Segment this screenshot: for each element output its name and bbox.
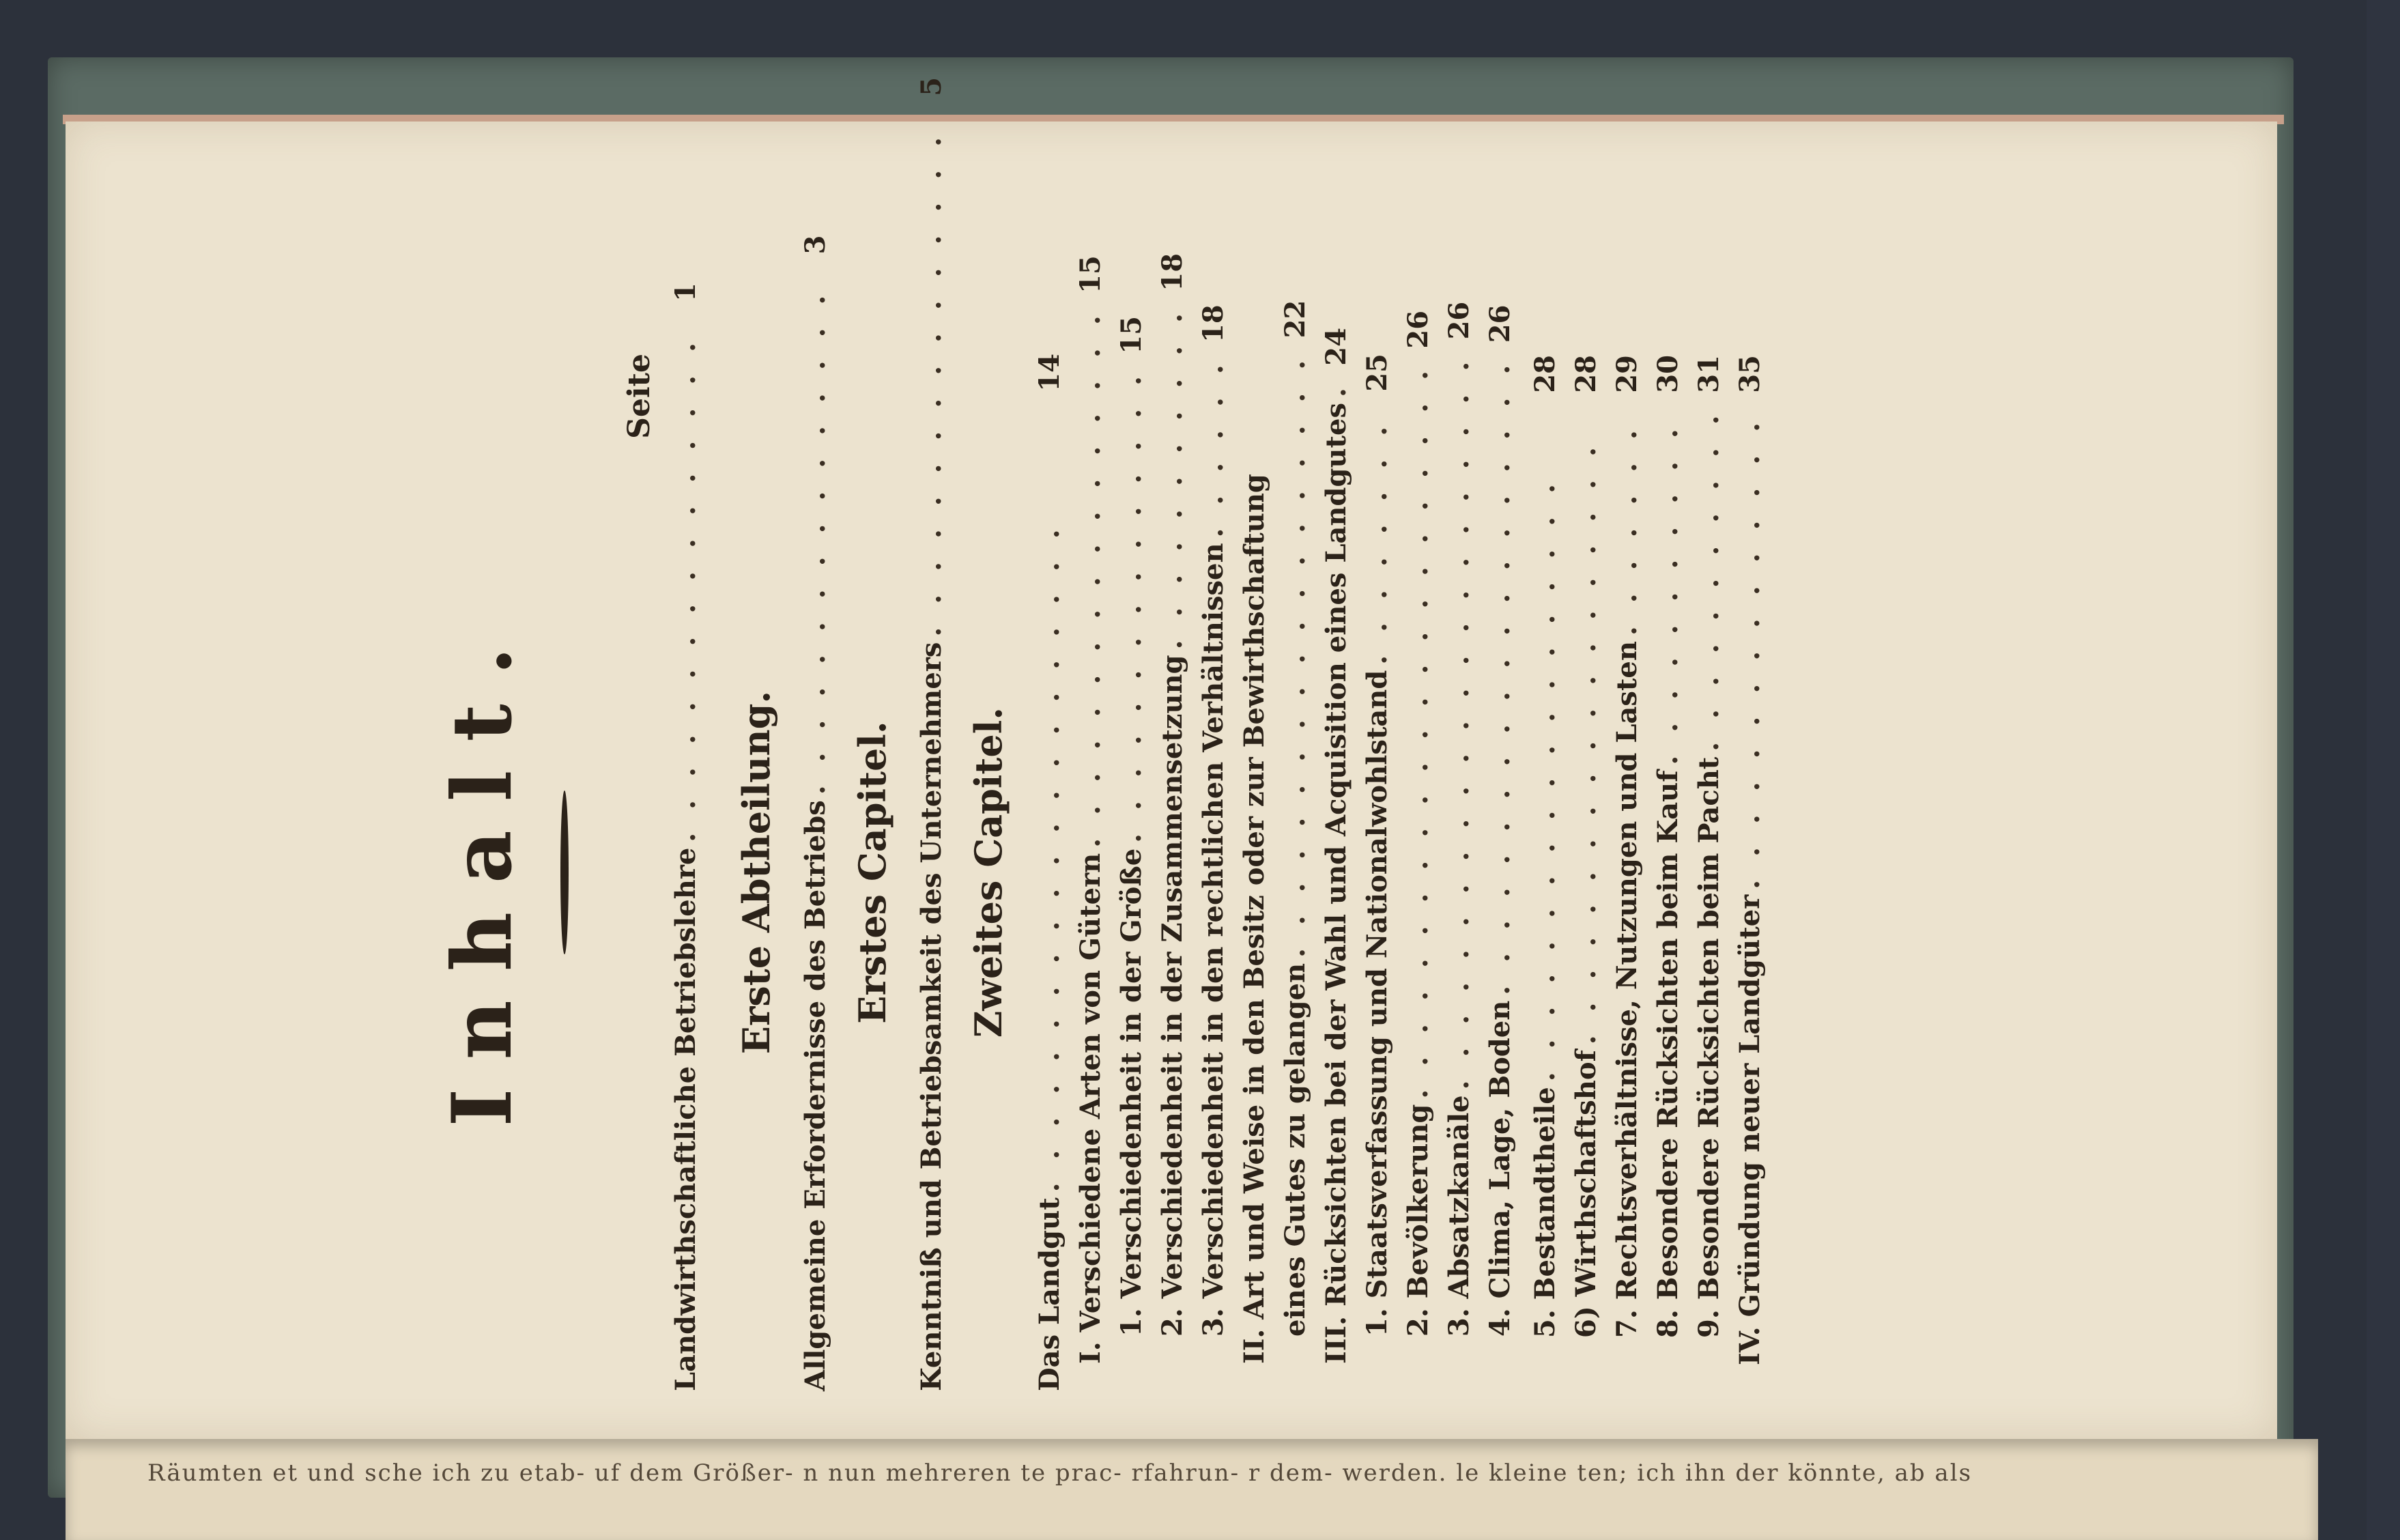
chapter-heading: Zweites Capitel. (967, 707, 1010, 1038)
toc-entry: 8. Besondere Rücksichten beim Kauf . . . . . . . . . . . 30 (1652, 355, 1684, 1338)
adjacent-page (66, 1439, 2318, 1540)
title-rule (560, 790, 569, 954)
toc-entry: 1. Staatsverfassung und Nationalwohlstand . . . . . . . . 25 (1361, 354, 1393, 1337)
toc-entry: II. Art und Weise in den Besitz oder zur Bewirthschaftung (1238, 474, 1270, 1364)
adjacent-page-text: Räumten et und sche ich zu etab- uf dem Größer- n nun mehreren te prac- rfahrun- r dem- werden. le kleine ten; ich ihn der könnte, ab als (147, 1459, 1973, 1487)
table-of-contents (434, 76, 1526, 1391)
toc-entry: 3. Verschiedenheit in den rechtlichen Verhältnissen . . . . . . 18 (1197, 304, 1229, 1337)
toc-entry: 9. Besondere Rücksichten beim Pacht . . . . . . . . . . . 31 (1693, 355, 1725, 1338)
toc-entry: Das Landgut . . . . . . . . . . . . . . . . . . . . . 14 (1033, 354, 1066, 1391)
page-title: Inhalt. (434, 618, 530, 1127)
toc-entry: 2. Bevölkerung . . . . . . . . . . . . . . . . . . . . . . . 26 (1402, 310, 1434, 1337)
toc-entry: Landwirthschaftliche Betriebslehre . . . . . . . . . . . . . . . . 1 (670, 282, 702, 1391)
toc-entry: Allgemeine Erfordernisse des Betriebs . . . . . . . . . . . . . . . . 3 (799, 235, 831, 1391)
toc-entry: 5. Bestandtheile . . . . . . . . . . . . . . . . . . . 28 (1529, 355, 1561, 1338)
toc-entry: eines Gutes zu gelangen . . . . . . . . . . . . . . . . . . . 22 (1279, 300, 1311, 1337)
table-of-contents-continued (1529, 355, 1802, 1393)
chapter-heading: Erstes Capitel. (851, 721, 894, 1024)
toc-entry: 2. Verschiedenheit in der Zusammensetzung . . . . . . . . . . . 18 (1156, 253, 1188, 1337)
toc-entry: I. Verschiedene Arten von Gütern . . . . . . . . . . . . . . . . . 15 (1074, 255, 1106, 1364)
book-page (66, 76, 2277, 1439)
toc-entry: Kenntniß und Betriebsamkeit des Unternehmers . . . . . . . . . . . . . . . . 5 (915, 76, 947, 1391)
page-column-label: Seite (622, 354, 657, 439)
toc-entry: 4. Clima, Lage, Boden . . . . . . . . . . . . . . . . . . . . 26 (1484, 304, 1516, 1337)
toc-entry: 3. Absatzkanäle . . . . . . . . . . . . . . . . . . . . . . . 26 (1443, 301, 1475, 1337)
toc-entry: III. Rücksichten bei der Wahl und Acquisition eines Landgutes . 24 (1320, 328, 1352, 1364)
toc-entry: 7. Rechtsverhältnisse, Nutzungen und Lasten . . . . . . . 29 (1611, 355, 1643, 1338)
toc-entry: 6) Wirthschaftshof . . . . . . . . . . . . . . . . . . . 28 (1570, 355, 1602, 1338)
toc-entry: 1. Verschiedenheit in der Größe . . . . . . . . . . . . . . . 15 (1115, 315, 1147, 1337)
toc-entry: IV. Gründung neuer Landgüter . . . . . . . . . . . . . . . 35 (1734, 355, 1766, 1365)
section-heading: Erste Abtheilung. (734, 690, 778, 1055)
